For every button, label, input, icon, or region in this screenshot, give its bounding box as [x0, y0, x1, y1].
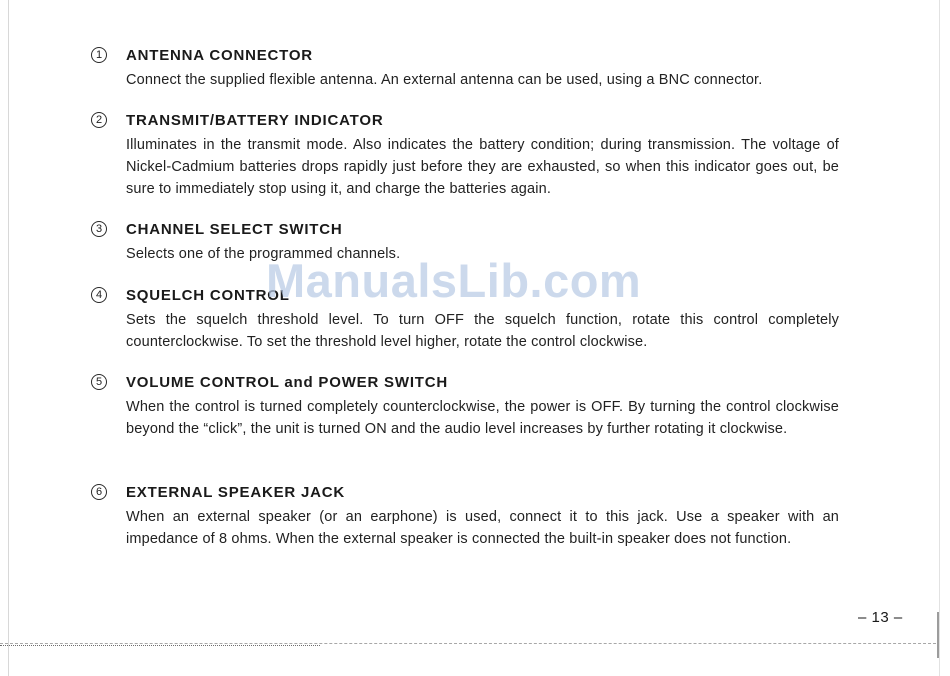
section-title: SQUELCH CONTROL	[126, 287, 290, 304]
section-body: Selects one of the programmed channels.	[126, 246, 401, 262]
section-body: Illuminates in the transmit mode. Also indicates the battery condition; during transmission. The voltage of Nickel-Cadmium batteries drops rapidly just before they are exhausted, so when this indicator goes out, be sure to immediately stop using it, and charge the batteries again.	[126, 137, 839, 197]
page-right-edge	[939, 0, 940, 676]
section-title: CHANNEL SELECT SWITCH	[126, 221, 343, 238]
section-number-badge: 4	[91, 287, 107, 303]
page-number: – 13 –	[858, 609, 903, 626]
bottom-rule	[0, 643, 936, 644]
section-number-badge: 3	[91, 221, 107, 237]
section-number-badge: 6	[91, 484, 107, 500]
page-left-rule	[8, 0, 9, 676]
section-body: Sets the squelch threshold level. To turn OFF the squelch function, rotate this control completely counterclockwise. To set the threshold level higher, rotate the control clockwise.	[126, 312, 839, 350]
section-title: EXTERNAL SPEAKER JACK	[126, 484, 346, 501]
section-title: ANTENNA CONNECTOR	[126, 47, 313, 64]
section-body: When the control is turned completely counterclockwise, the power is OFF. By turning the control clockwise beyond the “click”, the unit is turned ON and the audio level increases by further rotating it clockwise.	[126, 399, 839, 437]
section-title: TRANSMIT/BATTERY INDICATOR	[126, 112, 384, 129]
watermark: ManualsLib.com	[266, 254, 642, 307]
page-edge-mark	[937, 612, 939, 658]
section-number-badge: 5	[91, 374, 107, 390]
section-title: VOLUME CONTROL and POWER SWITCH	[126, 374, 449, 391]
section-body: Connect the supplied flexible antenna. An external antenna can be used, using a BNC connector.	[126, 72, 763, 88]
bottom-rule-scan-mark	[0, 645, 320, 646]
section-number-badge: 1	[91, 47, 107, 63]
section-body: When an external speaker (or an earphone) is used, connect it to this jack. Use a speaker with an impedance of 8 ohms. When the external speaker is connected the built-in speaker does not function.	[126, 509, 839, 547]
section-number-badge: 2	[91, 112, 107, 128]
